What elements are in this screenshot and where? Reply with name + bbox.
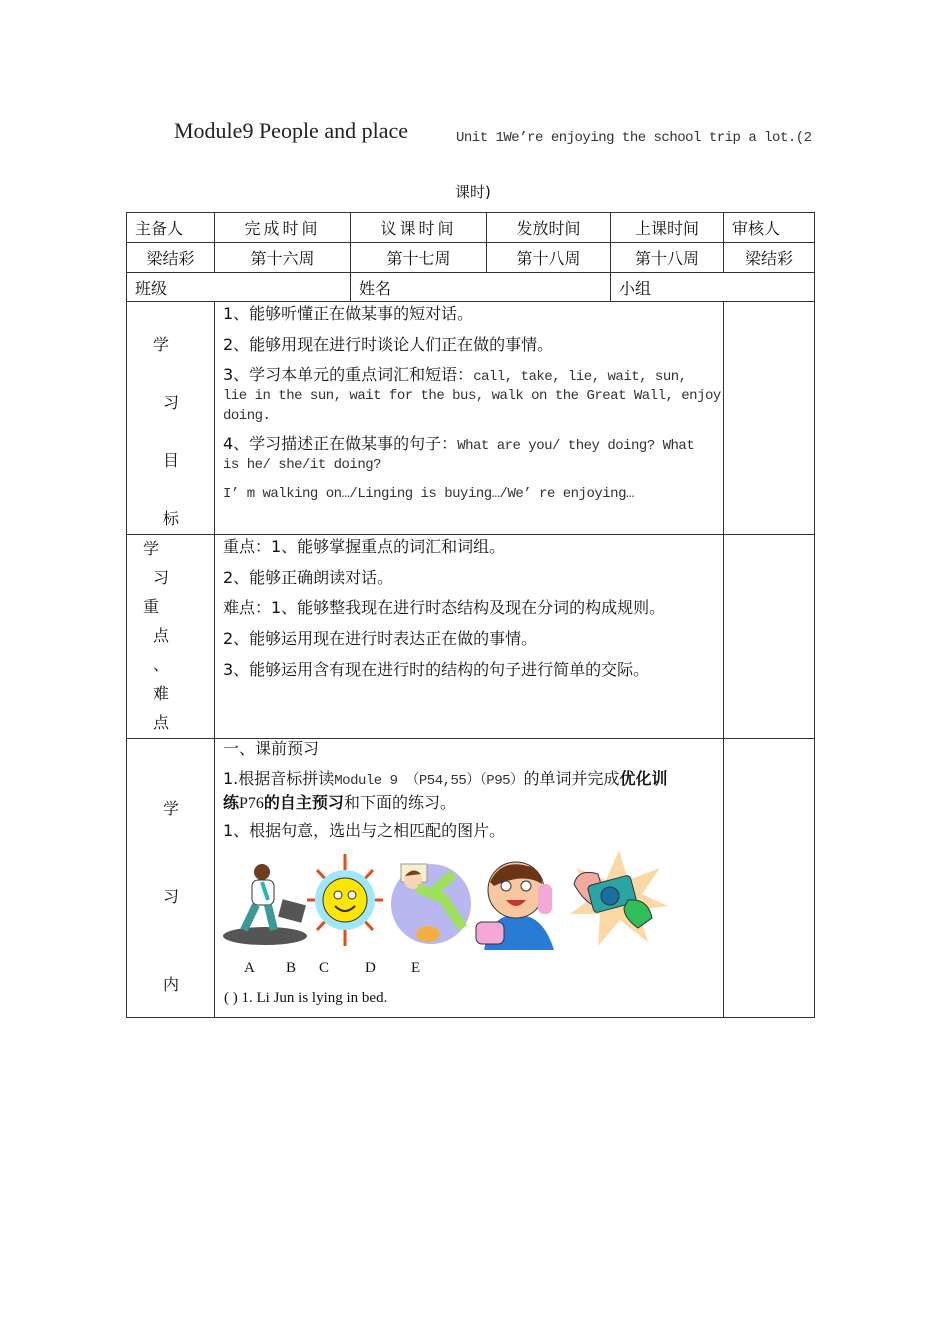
module-title: Module9 People and place xyxy=(174,118,408,143)
header-cell: 上课时间 xyxy=(610,212,724,243)
sun-icon xyxy=(307,852,383,948)
objective-5: I’ m walking on…/Linging is buying…/We’ re enjoying… xyxy=(223,486,634,502)
unit-title-cont: 课时) xyxy=(455,183,491,201)
task-bold: 练 xyxy=(223,793,240,812)
keypoint: 重点：1、能够掌握重点的词汇和词组。 xyxy=(223,537,506,556)
task-text: Module 9 （P54,55）（P95） xyxy=(334,773,524,789)
objective-3-line2: lie in the sun, wait for the bus, walk on the Great Wall, enjoy xyxy=(223,388,721,404)
value-cell: 梁结彩 xyxy=(723,242,815,273)
objective-4-cn: 4、学习描述正在做某事的句子： xyxy=(223,434,458,453)
task-text: 的单词并完成 xyxy=(523,769,620,788)
empty-cell xyxy=(723,738,815,1018)
label-char: 点 xyxy=(153,713,170,732)
task-text: P76 xyxy=(239,795,264,812)
value-cell: 第十八周 xyxy=(610,242,724,273)
header-cell: 完成时间 xyxy=(214,212,351,243)
objectives-content xyxy=(214,301,724,535)
objectives-label-cell xyxy=(126,301,215,535)
label-char: 难 xyxy=(153,684,170,703)
label-char: 内 xyxy=(163,975,180,994)
header-cell: 议课时间 xyxy=(350,212,487,243)
label-char: 标 xyxy=(163,509,180,528)
picture-label: A xyxy=(244,960,255,976)
picture-label: B xyxy=(286,960,297,976)
objective-4 xyxy=(223,434,717,456)
task-text: 1.根据音标拼读 xyxy=(223,769,335,788)
task-1 xyxy=(223,768,717,814)
unit-title: Unit 1We’re enjoying the school trip a lot.(2 xyxy=(456,130,812,146)
objective-3 xyxy=(223,365,717,387)
task-2: 1、根据句意，选出与之相匹配的图片。 xyxy=(223,821,506,840)
keypoints-content xyxy=(214,534,724,739)
phone-boy-icon xyxy=(472,854,560,950)
section-title: 一、课前预习 xyxy=(223,739,320,758)
keypoint: 2、能够正确朗读对话。 xyxy=(223,568,394,587)
label-char: 习 xyxy=(163,887,180,906)
picture-label: E xyxy=(411,960,421,976)
label-char: 习 xyxy=(163,393,180,412)
label-char: 学 xyxy=(143,539,160,558)
objective-1: 1、能够听懂正在做某事的短对话。 xyxy=(223,304,474,323)
task-bold: 优化训 xyxy=(619,769,668,788)
label-char: 、 xyxy=(153,655,170,674)
task-text: 和下面的练习。 xyxy=(343,793,456,812)
label-char: 重 xyxy=(143,597,160,616)
label-char: 学 xyxy=(163,799,180,818)
keypoint: 3、能够运用含有现在进行时的结构的句子进行简单的交际。 xyxy=(223,660,650,679)
label-char: 点 xyxy=(153,626,170,645)
value-cell: 第十七周 xyxy=(350,242,487,273)
objective-3-cn: 3、学习本单元的重点词汇和短语： xyxy=(223,365,474,384)
empty-cell xyxy=(723,534,815,739)
label-char: 学 xyxy=(153,335,170,354)
label-char: 习 xyxy=(153,568,170,587)
task-bold: 的自主预习 xyxy=(263,793,344,812)
sleeping-boy-icon xyxy=(383,858,473,950)
walking-man-icon xyxy=(222,850,308,948)
objective-4-line2: is he/ she/it doing? xyxy=(223,457,382,473)
camera-icon xyxy=(568,848,670,950)
picture-label: C xyxy=(319,960,330,976)
value-cell: 第十六周 xyxy=(214,242,351,273)
empty-cell xyxy=(723,301,815,535)
value-cell: 梁结彩 xyxy=(126,242,215,273)
group-field[interactable]: 小组 xyxy=(610,272,815,302)
objective-2: 2、能够用现在进行时谈论人们正在做的事情。 xyxy=(223,335,554,354)
header-cell: 发放时间 xyxy=(486,212,611,243)
header-cell: 主备人 xyxy=(126,212,215,243)
question-1: ( ) 1. Li Jun is lying in bed. xyxy=(224,990,388,1006)
name-field[interactable]: 姓名 xyxy=(350,272,611,302)
objective-3-line3: doing. xyxy=(223,408,271,424)
objective-4-en: What are you/ they doing? What xyxy=(457,438,695,454)
class-field[interactable]: 班级 xyxy=(126,272,351,302)
picture-label: D xyxy=(365,960,376,976)
objective-3-en: call, take, lie, wait, sun, xyxy=(473,369,687,385)
value-cell: 第十八周 xyxy=(486,242,611,273)
keypoints-label-cell xyxy=(126,534,215,739)
label-char: 目 xyxy=(163,451,180,470)
keypoint: 2、能够运用现在进行时表达正在做的事情。 xyxy=(223,629,538,648)
header-cell: 审核人 xyxy=(723,212,815,243)
content-label-cell xyxy=(126,738,215,1018)
keypoint: 难点：1、能够整我现在进行时态结构及现在分词的构成规则。 xyxy=(223,598,666,617)
